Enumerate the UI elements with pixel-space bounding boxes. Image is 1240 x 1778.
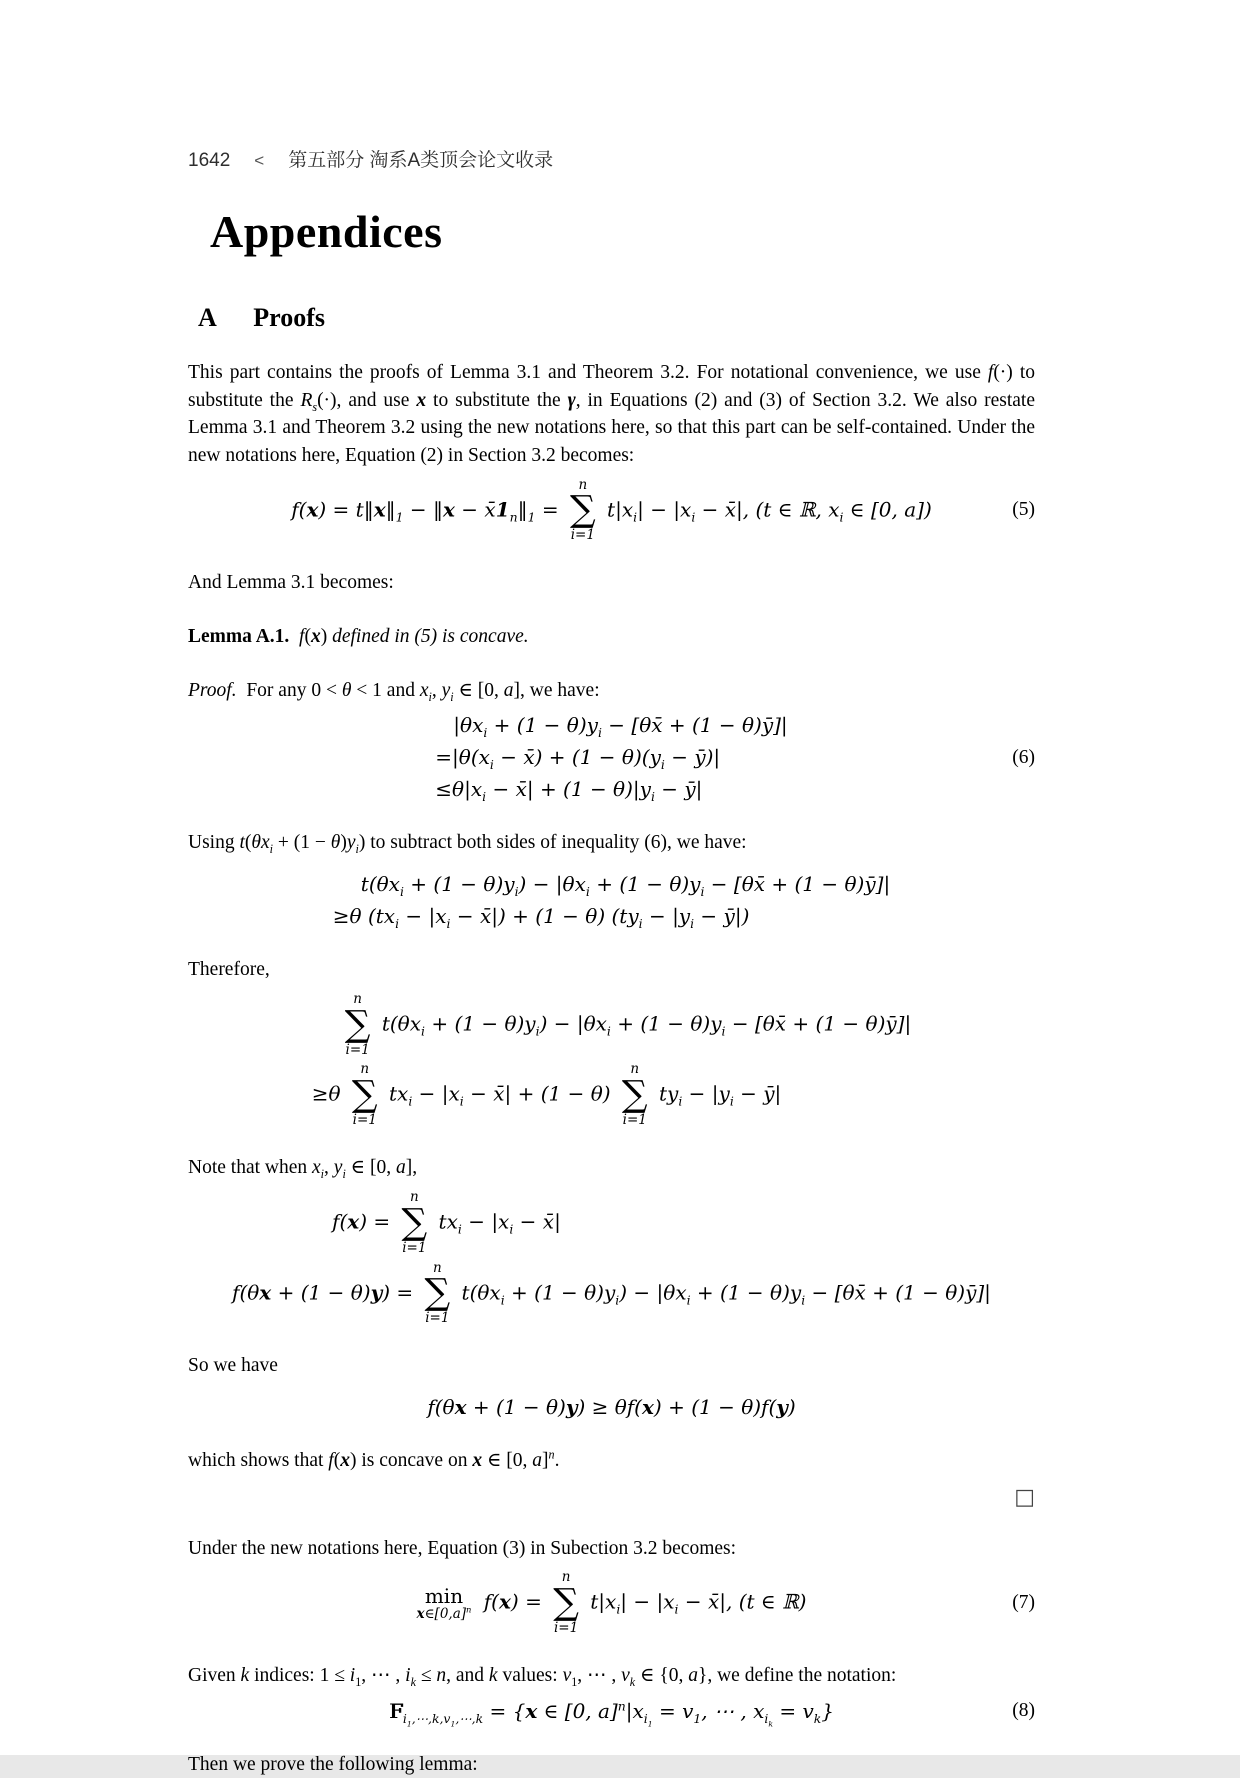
equation-subtract <box>188 871 1035 930</box>
equation-subtract-lines <box>333 871 890 930</box>
lemma-a1-body: f(x) defined in (5) is concave. <box>299 626 529 648</box>
equation-concave-body: f(θx + (1 − θ)y) ≥ θf(x) + (1 − θ)f(y) <box>427 1394 796 1419</box>
equation-5-number: (5) <box>1012 499 1035 521</box>
equation-f-lines <box>232 1190 991 1326</box>
equation-6-line-3: $\le\theta|x_i$ − x̄| + $(1 - \theta)|y_i$ − ȳ| <box>435 777 703 805</box>
so-we-have-line: So we have <box>188 1355 278 1377</box>
then-prove-line: Then we prove the following lemma: <box>188 1753 478 1775</box>
equation-5-body: $f(x) = t‖x‖_1$ − ‖x − $x̄1_n‖_1$ = n ∑ i=1 $t|x_i| - |x_i$ − x̄|, (t ∈ ℝ, $x_i$ ∈ [0, a]) <box>291 476 932 544</box>
equation-7-number: (7) <box>1012 1592 1035 1614</box>
which-shows-line: which shows that f(x) is concave on x ∈ [0, a]$^n$. <box>188 1447 560 1471</box>
proof-lead-line: Proof. For any 0 < θ < 1 and $x_i$, $y_i$ ∈ [0, a], we have: <box>188 679 600 704</box>
equation-7-body: min $x\in[0,a]^n$ f(x) = n ∑ i=1 $t|x_i| - |x_i$ − x̄|, (t ∈ ℝ) <box>416 1569 807 1637</box>
qed-row <box>188 1484 1035 1510</box>
equation-6-number: (6) <box>1012 746 1035 768</box>
header-breadcrumb: 第五部分 淘系A类顶会论文收录 <box>288 150 554 171</box>
using-line: Using $t(\theta x_i + (1 - \theta)y_i)$ to subtract both sides of inequality (6), we have: <box>188 832 747 857</box>
equation-concave <box>188 1394 1035 1421</box>
equation-6-lines <box>435 712 787 803</box>
equation-8 <box>188 1697 1035 1729</box>
page-header <box>188 145 1035 172</box>
section-title: Proofs <box>253 303 326 333</box>
equation-8-number: (8) <box>1012 1700 1035 1722</box>
equation-6-line-2: $=|\theta(x_i$ − x̄) + $(1 - \theta)(y_i$ − ȳ)| <box>435 745 721 773</box>
equation-sum-line-1: n ∑ i=1 $t(\theta x_i + (1 - \theta)y_i) - |\theta x_i + (1 - \theta)y_i$ − [θx̄ + (1 − θ)ȳ]| <box>344 990 912 1058</box>
lemma-a1 <box>188 623 1035 651</box>
equation-7 <box>188 1570 1035 1636</box>
qed-box-icon: □ <box>1014 1484 1035 1510</box>
therefore-line: Therefore, <box>188 959 270 981</box>
page-title: Appendices <box>210 206 443 257</box>
and-lemma-line: And Lemma 3.1 becomes: <box>188 572 394 594</box>
equation-sum-block <box>188 992 1035 1128</box>
equation-6 <box>188 712 1035 803</box>
section-label: A <box>198 303 217 333</box>
equation-subtract-line-2: ≥θ ($tx_i - |x_i$ − x̄|) + (1 − θ) ($ty_i - |y_i$ − ȳ|) <box>332 904 750 932</box>
equation-8-body: $F_{i_1,\cdots,k,v_1,\cdots,k} = \{x$ ∈ [0, $a]^n|x_{i_1} = v_1$, ⋯ , $x_{i_k} = v_k$} <box>388 1697 835 1729</box>
under-new-notations-line: Under the new notations here, Equation (3) in Subection 3.2 becomes: <box>188 1537 737 1559</box>
section-heading <box>198 304 1035 333</box>
intro-paragraph: This part contains the proofs of Lemma 3.1 and Theorem 3.2. For notational convenience, we use f(·) to substitute the $R_s(\cdot)$, and use x to substitute the γ, in Equations (2) and (3) of Section 3.2. We also restate Lemma 3.1 and Theorem 3.2 using the new notations here, so that this part can be self-contained. Under the new notations here, Equation (2) in Section 3.2 becomes: <box>188 361 1035 466</box>
given-k-line: Given k indices: $1 \le i_1$, ⋯ , $i_k \le n$, and k values: $v_1$, ⋯ , $v_k$ ∈ {0, a}, we define the notation: <box>188 1664 897 1689</box>
equation-sum-line-2: ≥θ n ∑ i=1 $tx_i - |x_i$ − x̄| + (1 − θ) n ∑ i=1 $ty_i - |y_i$ − ȳ| <box>311 1061 782 1129</box>
page-number: 1642 <box>188 150 231 171</box>
note-line: Note that when $x_i$, $y_i$ ∈ [0, a], <box>188 1157 418 1182</box>
equation-sum-lines <box>312 992 911 1128</box>
equation-subtract-line-1: $t(\theta x_i + (1 - \theta)y_i) - |\theta x_i + (1 - \theta)y_i$ − [θx̄ + (1 − θ)ȳ]| <box>360 872 891 900</box>
header-separator-icon: < <box>254 151 265 170</box>
equation-f <box>188 1190 1035 1326</box>
equation-6-line-1: $|\theta x_i + (1 - \theta)y_i$ − [θx̄ + (1 − θ)ȳ]| <box>453 713 788 741</box>
equation-f-line-2: f(θx + (1 − θ)y) = n ∑ i=1 $t(\theta x_i + (1 - \theta)y_i) - |\theta x_i + (1 - \theta)y_i$ − [θx̄ + (1 − θ)ȳ]| <box>232 1259 991 1327</box>
lemma-a1-label: Lemma A.1. <box>188 626 290 648</box>
equation-5 <box>188 478 1035 544</box>
equation-f-line-1: f(x) = n ∑ i=1 $tx_i - |x_i$ − x̄| <box>332 1188 561 1256</box>
